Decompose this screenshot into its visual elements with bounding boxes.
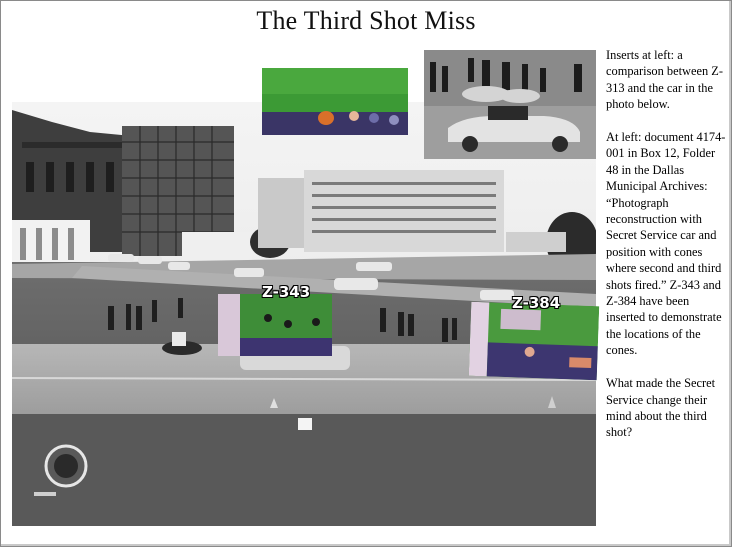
z384-label: Z-384	[512, 294, 561, 312]
z343-frame-insert	[218, 294, 332, 356]
slide-title: The Third Shot Miss	[256, 6, 476, 35]
caption-paragraph-question: What made the Secret Service change their mind about the third shot?	[606, 376, 716, 440]
caption-paragraph-inserts: Inserts at left: a comparison between Z-313 and the car in the photo below.	[606, 48, 723, 112]
z343-label: Z-343	[262, 283, 311, 301]
caption-paragraph-document: At left: document 4174-001 in Box 12, Folder 48 in the Dallas Municipal Archives: “Photograph reconstruction with Secret Service car and position with cones where second and third shots fired.” Z-343 and Z-384 have been inserted to demonstrate the locations of the cones.	[606, 130, 726, 358]
slide-caption	[606, 47, 726, 457]
z313-color-insert	[262, 68, 408, 135]
z384-frame-insert	[469, 302, 600, 380]
z313-car-photo-insert	[424, 50, 596, 159]
